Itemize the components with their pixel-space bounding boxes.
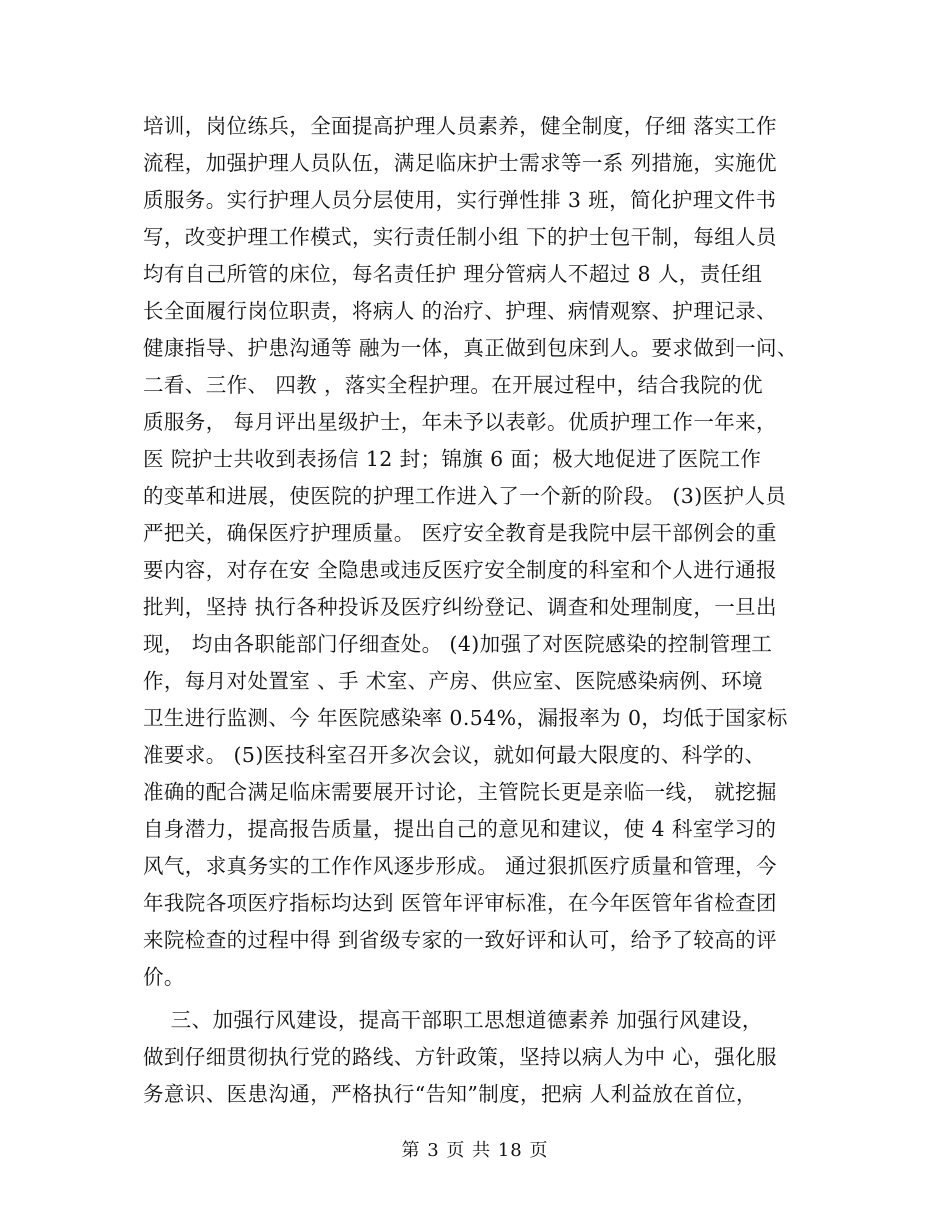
text-line: 价。	[143, 965, 185, 989]
text-line: 年我院各项医疗指标均达到 医管年评审标准，在今年医管年省检查团	[143, 891, 777, 915]
text-line: 严把关，确保医疗护理质量。 医疗安全教育是我院中层干部例会的重	[143, 521, 777, 545]
text-line: 质服务， 每月评出星级护士，年未予以表彰。优质护理工作一年来，	[143, 410, 777, 434]
text-line: 长全面履行岗位职责，将病人 的治疗、护理、病情观察、护理记录、	[143, 299, 777, 323]
text-line: 准要求。 (5)医技科室召开多次会议，就如何最大限度的、科学的、	[143, 743, 766, 767]
text-line: 三、加强行风建设，提高干部职工思想道德素养 加强行风建设，	[143, 1008, 763, 1032]
text-line: 准确的配合满足临床需要展开讨论，主管院长更是亲临一线， 就挖掘	[143, 780, 777, 804]
text-line: 现， 均由各职能部门仔细查处。 (4)加强了对医院感染的控制管理工	[143, 632, 773, 656]
text-line: 写，改变护理工作模式，实行责任制小组 下的护士包干制，每组人员	[143, 225, 777, 249]
text-line: 培训，岗位练兵，全面提高护理人员素养，健全制度，仔细 落实工作	[143, 114, 777, 138]
text-line: 自身潜力，提高报告质量，提出自己的意见和建议，使 4 科室学习的	[143, 817, 777, 841]
text-line: 流程，加强护理人员队伍，满足临床护士需求等一系 列措施，实施优	[143, 151, 777, 175]
text-line: 来院检查的过程中得 到省级专家的一致好评和认可，给予了较高的评	[143, 928, 777, 952]
text-line: 做到仔细贯彻执行党的路线、方针政策，坚持以病人为中 心，强化服	[143, 1045, 777, 1069]
text-line: 卫生进行监测、今 年医院感染率 0.54%，漏报率为 0，均低于国家标	[143, 706, 788, 730]
text-line: 批判，坚持 执行各种投诉及医疗纠纷登记、调查和处理制度，一旦出	[143, 595, 777, 619]
text-line: 医 院护士共收到表扬信 12 封；锦旗 6 面；极大地促进了医院工作	[143, 447, 762, 471]
paragraph-1	[143, 108, 823, 996]
paragraph-2	[143, 1002, 823, 1113]
text-line: 风气，求真务实的工作作风逐步形成。 通过狠抓医疗质量和管理，今	[143, 854, 777, 878]
text-line: 均有自己所管的床位，每名责任护 理分管病人不超过 8 人，责任组	[143, 262, 763, 286]
text-line: 的变革和进展，使医院的护理工作进入了一个新的阶段。 (3)医护人员	[143, 484, 787, 508]
text-line: 务意识、医患沟通，严格执行“告知”制度，把病 人利益放在首位，	[143, 1082, 757, 1106]
page-footer: 第 3 页 共 18 页	[401, 1140, 549, 1161]
text-line: 二看、三作、 四教 ，落实全程护理。在开展过程中，结合我院的优	[143, 373, 763, 397]
text-line: 作，每月对处置室 、手 术室、产房、供应室、医院感染病例、环境	[143, 669, 763, 693]
text-line: 质服务。实行护理人员分层使用，实行弹性排 3 班，简化护理文件书	[143, 188, 777, 212]
text-line: 健康指导、护患沟通等 融为一体，真正做到包床到人。要求做到一问、	[143, 336, 798, 360]
body-text	[143, 108, 823, 1113]
text-line: 要内容，对存在安 全隐患或违反医疗安全制度的科室和个人进行通报	[143, 558, 777, 582]
